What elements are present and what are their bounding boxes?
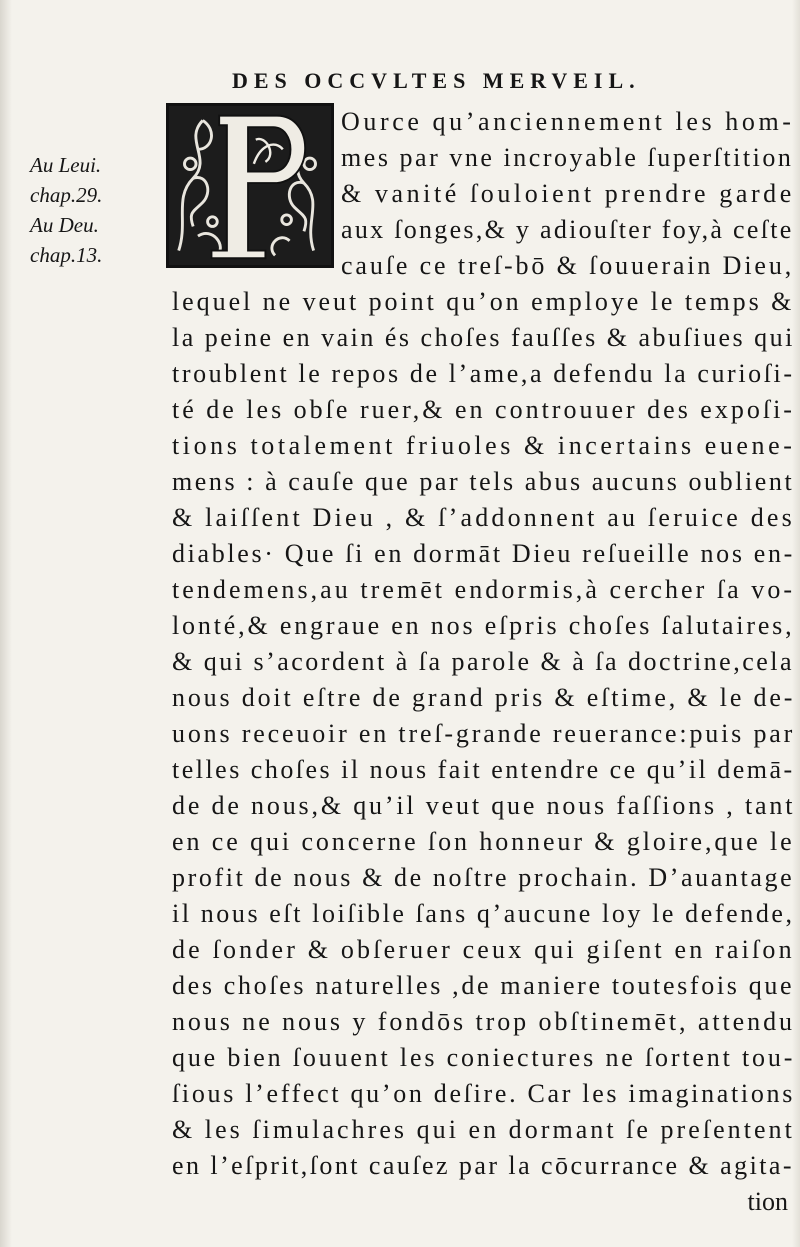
text-line: mens : à cauſe que par tels abus aucuns oublient [172,467,795,496]
text-line: Ource qu’anciennement les hom- [341,107,795,136]
text-line: profit de nous & de noſtre prochain. D’auantage [172,863,795,892]
text-line: nous ne nous y fondōs trop obſtinemēt, attendu [172,1007,795,1036]
text-line: aux ſonges,& y adiouſter foy,à ceſte [341,215,794,244]
text-line: ſious l’effect qu’on deſire. Car les imaginations [172,1079,796,1108]
text-line: que bien ſouuent les coniectures ne ſortent tou- [172,1043,796,1072]
marginal-note: chap.29. [30,183,103,207]
marginal-note: chap.13. [30,243,103,267]
text-line: en ce qui concerne ſon honneur & gloire,que le [172,827,795,856]
text-line: & les ſimulachres qui en dormant ſe preſentent [172,1115,795,1144]
marginal-notes [30,150,160,270]
text-line: té de les obſe ruer,& en controuuer des expoſi- [172,395,795,424]
text-line: diables· Que ſi en dormāt Dieu reſueille nos en- [172,539,795,568]
text-line: lonté,& engraue en nos eſpris choſes ſalutaires, [172,611,795,640]
text-line: & vanité ſouloient prendre garde [341,179,795,208]
text-line: de ſonder & obſeruer ceux qui giſent en raiſon [172,935,795,964]
text-line: de de nous,& qu’il veut que nous faſſions , tant [172,791,796,820]
page-edge-left [0,0,12,1247]
text-line: troublent le repos de l’ame,a defendu la curioſi- [172,359,795,388]
text-line: des choſes naturelles ,de maniere toutesfois que [172,971,795,1000]
marginal-note: Au Leui. [30,153,102,177]
text-line: nous doit eſtre de grand pris & eſtime, & le de- [172,683,796,712]
text-line: il nous eſt loiſible ſans q’aucune loy le defende, [172,899,795,928]
text-line: cauſe ce treſ-bō & ſouuerain Dieu, [341,251,795,280]
decorated-initial-letter [166,103,334,268]
text-line: telles choſes il nous fait entendre ce qu’il demā- [172,755,795,784]
text-line: & laiſſent Dieu , & ſ’addonnent au ſeruice des [172,503,795,532]
text-line: mes par vne incroyable ſuperſtition [341,143,794,172]
text-line: tendemens,au tremēt endormis,à cercher ſa vo- [172,575,796,604]
text-line: tions totalement friuoles & incertains euene- [172,431,796,460]
floral-ornament-icon [169,106,331,265]
text-line: la peine en vain és choſes fauſſes & abuſiues qui [172,323,795,352]
text-line: lequel ne veut point qu’on employe le temps & [172,287,795,316]
text-line: en l’eſprit,ſont cauſez par la cōcurrance & agita- [172,1151,795,1180]
marginal-note: Au Deu. [30,213,99,237]
text-line: uons receuoir en treſ-grande reuerance:puis par [172,719,796,748]
text-line: & qui s’acordent à ſa parole & à ſa doctrine,cela [172,647,795,676]
catchword: tion [747,1187,788,1216]
running-head: DES OCCVLTES MERVEIL. [232,68,641,93]
